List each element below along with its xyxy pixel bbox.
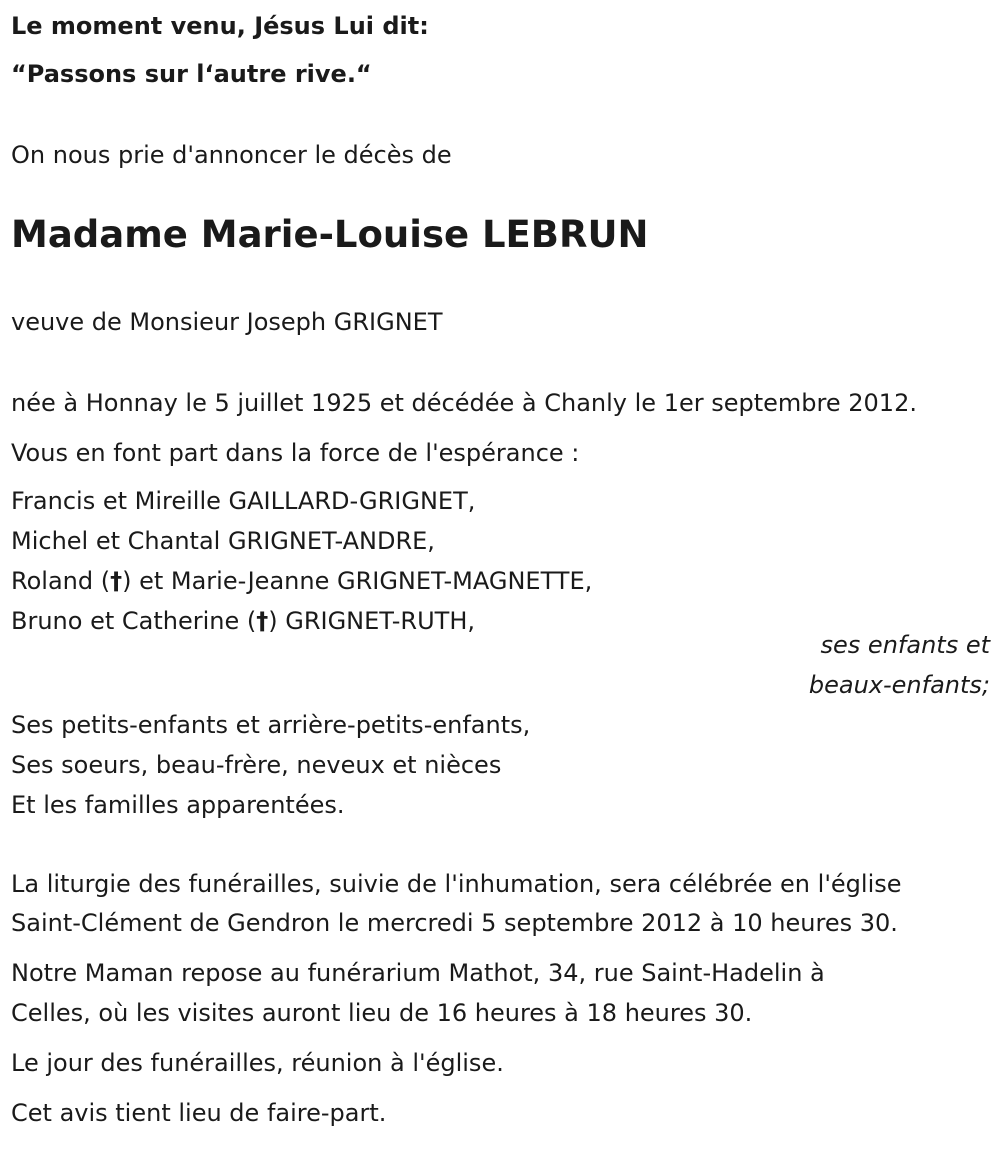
family-child-3 [11,566,592,596]
notice-text: Cet avis tient lieu de faire-part. [11,1099,387,1127]
family-child-1-text: Francis et Mireille GAILLARD-GRIGNET, [11,487,476,515]
quote-line-1: Le moment venu, Jésus Lui dit: [11,12,429,40]
rest-line-1: Notre Maman repose au funérarium Mathot, 34, rue Saint-Hadelin à [11,959,825,987]
family-role-line-1: ses enfants et [820,631,990,659]
rest-line-2: Celles, où les visites auront lieu de 16 heures à 18 heures 30. [11,999,753,1027]
quote-line-2: “Passons sur l‘autre rive.“ [11,60,372,88]
family-role-line-2: beaux-enfants; [808,671,990,699]
family-child-4-before: Bruno et Catherine ( [11,607,257,635]
family-other-3: Et les familles apparentées. [11,791,345,819]
family-child-4-after: ) GRIGNET-RUTH, [268,607,475,635]
cross-icon: † [256,607,269,635]
meeting-text: Le jour des funérailles, réunion à l'église. [11,1049,504,1077]
family-child-3-after: ) et Marie-Jeanne GRIGNET-MAGNETTE, [122,567,593,595]
liturgy-line-1: La liturgie des funérailles, suivie de l'inhumation, sera célébrée en l'église [11,870,902,898]
cross-icon: † [110,567,123,595]
family-other-2: Ses soeurs, beau-frère, neveux et nièces [11,751,502,779]
intro-text: On nous prie d'annoncer le décès de [11,141,452,169]
deceased-name: Madame Marie-Louise LEBRUN [11,213,649,256]
family-child-4 [11,606,475,636]
birth-death-text: née à Honnay le 5 juillet 1925 et décédée à Chanly le 1er septembre 2012. [11,389,917,417]
family-child-1 [11,486,475,516]
family-child-3-before: Roland ( [11,567,111,595]
family-child-2: Michel et Chantal GRIGNET-ANDRE, [11,527,435,555]
family-other-1: Ses petits-enfants et arrière-petits-enfants, [11,711,531,739]
liturgy-line-2: Saint-Clément de Gendron le mercredi 5 septembre 2012 à 10 heures 30. [11,909,898,937]
announcement-intro: Vous en font part dans la force de l'espérance : [11,439,580,467]
widow-of-text: veuve de Monsieur Joseph GRIGNET [11,308,443,336]
